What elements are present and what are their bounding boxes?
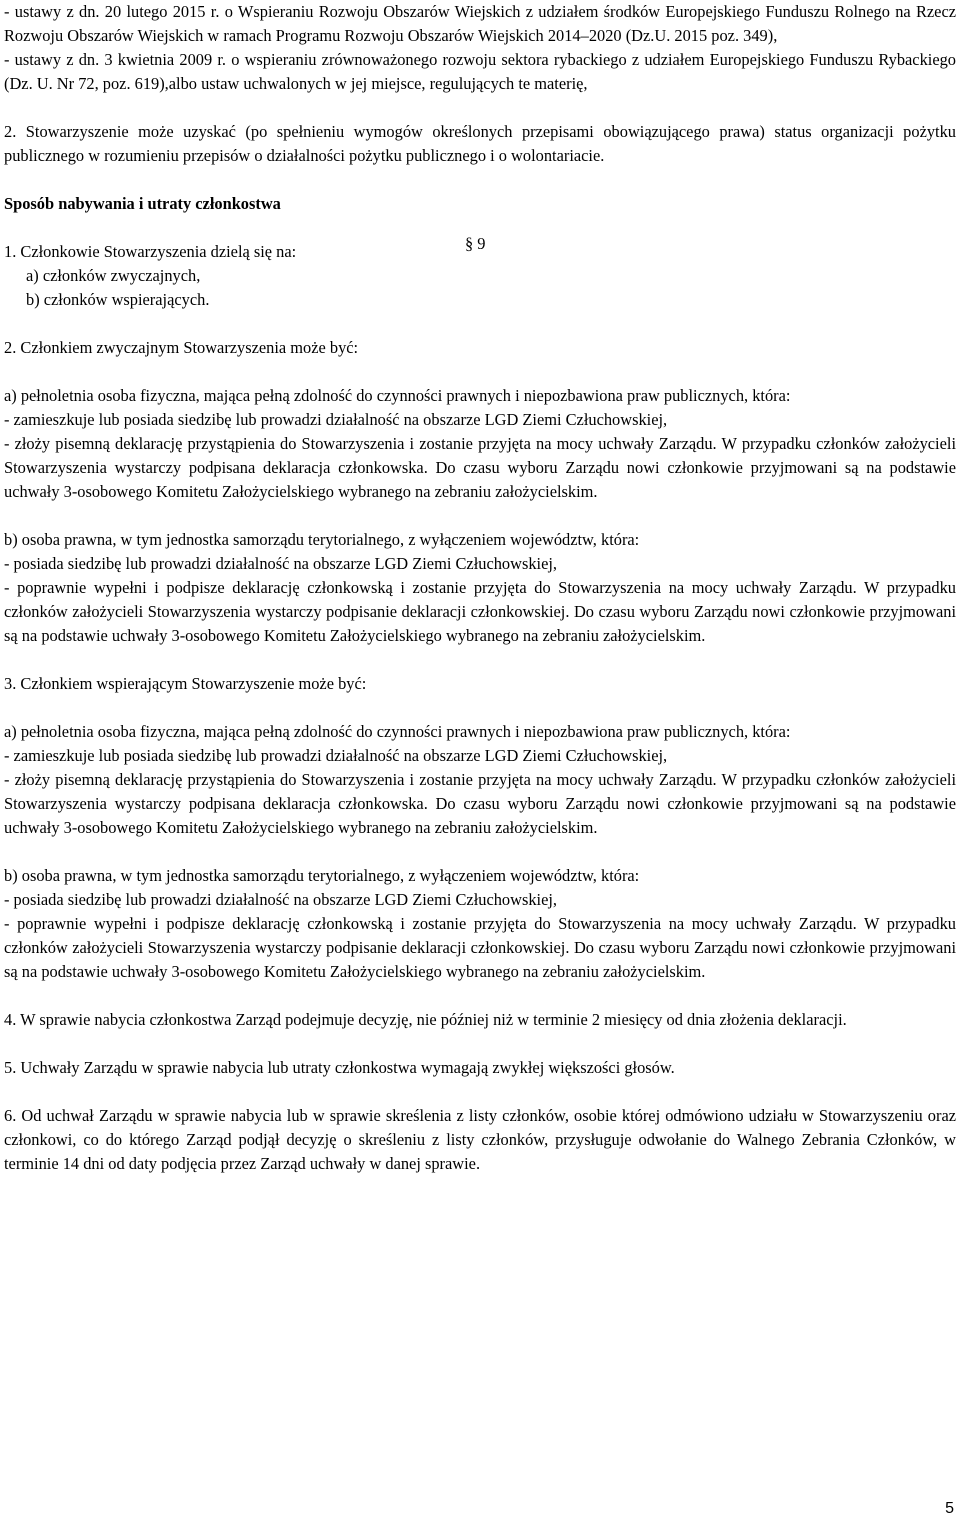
clause-3a-item-1: - zamieszkuje lub posiada siedzibę lub prowadzi działalność na obszarze LGD Ziemi Człuchowskiej, — [4, 746, 668, 765]
clause-2a-item-1: - zamieszkuje lub posiada siedzibę lub prowadzi działalność na obszarze LGD Ziemi Człuchowskiej, — [4, 410, 668, 429]
clause-3a-item-2: - złoży pisemną deklarację przystąpienia do Stowarzyszenia i zostanie przyjęta na mocy uchwały Zarządu. W przypadku członków założycieli Stowarzyszenia wystarczy podpisana deklaracja członkowska. Do czasu wyboru Zarządu nowi członkowie przyjmowani są na podstawie uchwały 3-osobowego Komitetu Założycielskiego wybranego na zebraniu założycielskim. — [4, 770, 956, 837]
clause-2b-item-2: - poprawnie wypełni i podpisze deklarację członkowską i zostanie przyjęta do Stowarzyszenia na mocy uchwały Zarządu. W przypadku członków założycieli Stowarzyszenia wystarczy podpisanie deklaracji członkowskiej. Do czasu wyboru Zarządu nowi członkowie przyjmowani są na podstawie uchwały 3-osobowego Komitetu Założycielskiego wybranego na zebraniu założycielskim. — [4, 578, 956, 645]
clause-5: 5. Uchwały Zarządu w sprawie nabycia lub utraty członkostwa wymagają zwykłej większości głosów. — [4, 1058, 675, 1077]
clause-3b-item-2: - poprawnie wypełni i podpisze deklarację członkowską i zostanie przyjęta do Stowarzyszenia na mocy uchwały Zarządu. W przypadku członków założycieli Stowarzyszenia wystarczy podpisanie deklaracji członkowskiej. Do czasu wyboru Zarządu nowi członkowie przyjmowani są na podstawie uchwały 3-osobowego Komitetu Założycielskiego wybranego na zebraniu założycielskim. — [4, 914, 956, 981]
section-title: Sposób nabywania i utraty członkostwa — [4, 194, 281, 213]
clause-2a-item-2: - złoży pisemną deklarację przystąpienia do Stowarzyszenia i zostanie przyjęta na mocy uchwały Zarządu. W przypadku członków założycieli Stowarzyszenia wystarczy podpisana deklaracja członkowska. Do czasu wyboru Zarządu nowi członkowie przyjmowani są na podstawie uchwały 3-osobowego Komitetu Założycielskiego wybranego na zebraniu założycielskim. — [4, 434, 956, 501]
clause-3: 3. Członkiem wspierającym Stowarzyszenie może być: — [4, 674, 367, 693]
paragraph-2: 2. Stowarzyszenie może uzyskać (po spełnieniu wymogów określonych przepisami obowiązującego prawa) status organizacji pożytku publicznego w rozumieniu przepisów o działalności pożytku publicznego i o wolontariacie. — [4, 122, 956, 165]
clause-3b-item-1: - posiada siedzibę lub prowadzi działalność na obszarze LGD Ziemi Człuchowskiej, — [4, 890, 557, 909]
clause-2b-item-1: - posiada siedzibę lub prowadzi działalność na obszarze LGD Ziemi Człuchowskiej, — [4, 554, 557, 573]
clause-2: 2. Członkiem zwyczajnym Stowarzyszenia może być: — [4, 338, 359, 357]
clause-1a: a) członków zwyczajnych, — [26, 266, 201, 285]
clause-4: 4. W sprawie nabycia członkostwa Zarząd podejmuje decyzję, nie później niż w terminie 2 miesięcy od dnia złożenia deklaracji. — [4, 1010, 847, 1029]
clause-3a: a) pełnoletnia osoba fizyczna, mająca pełną zdolność do czynności prawnych i niepozbawiona praw publicznych, która: — [4, 722, 791, 741]
law-reference-2: - ustawy z dn. 3 kwietnia 2009 r. o wspieraniu zrównoważonego rozwoju sektora rybackiego z udziałem Europejskiego Funduszu Rybackiego (Dz. U. Nr 72, poz. 619),albo ustaw uchwalonych w jej miejsce, regulujących te materię, — [4, 50, 956, 93]
clause-2b: b) osoba prawna, w tym jednostka samorządu terytorialnego, z wyłączeniem województw, która: — [4, 530, 640, 549]
law-reference-1: - ustawy z dn. 20 lutego 2015 r. o Wspieraniu Rozwoju Obszarów Wiejskich z udziałem środków Europejskiego Funduszu Rolnego na Rzecz Rozwoju Obszarów Wiejskich w ramach Programu Rozwoju Obszarów Wiejskich 2014–2020 (Dz.U. 2015 poz. 349), — [4, 2, 956, 45]
page-number: 5 — [945, 1500, 954, 1517]
clause-2a: a) pełnoletnia osoba fizyczna, mająca pełną zdolność do czynności prawnych i niepozbawiona praw publicznych, która: — [4, 386, 791, 405]
document-body — [4, 0, 956, 1176]
clause-3b: b) osoba prawna, w tym jednostka samorządu terytorialnego, z wyłączeniem województw, która: — [4, 866, 640, 885]
clause-1b: b) członków wspierających. — [26, 290, 210, 309]
clause-1: 1. Członkowie Stowarzyszenia dzielą się na: — [4, 242, 297, 261]
clause-6: 6. Od uchwał Zarządu w sprawie nabycia lub w sprawie skreślenia z listy członków, osobie której odmówiono udziału w Stowarzyszeniu oraz członkowi, co do którego Zarząd podjął decyzję o skreśleniu z listy członków, przysługuje odwołanie do Walnego Zebrania Członków, w terminie 14 dni od daty podjęcia przez Zarząd uchwały w danej sprawie. — [4, 1106, 956, 1173]
section-mark: § 9 — [465, 234, 486, 253]
